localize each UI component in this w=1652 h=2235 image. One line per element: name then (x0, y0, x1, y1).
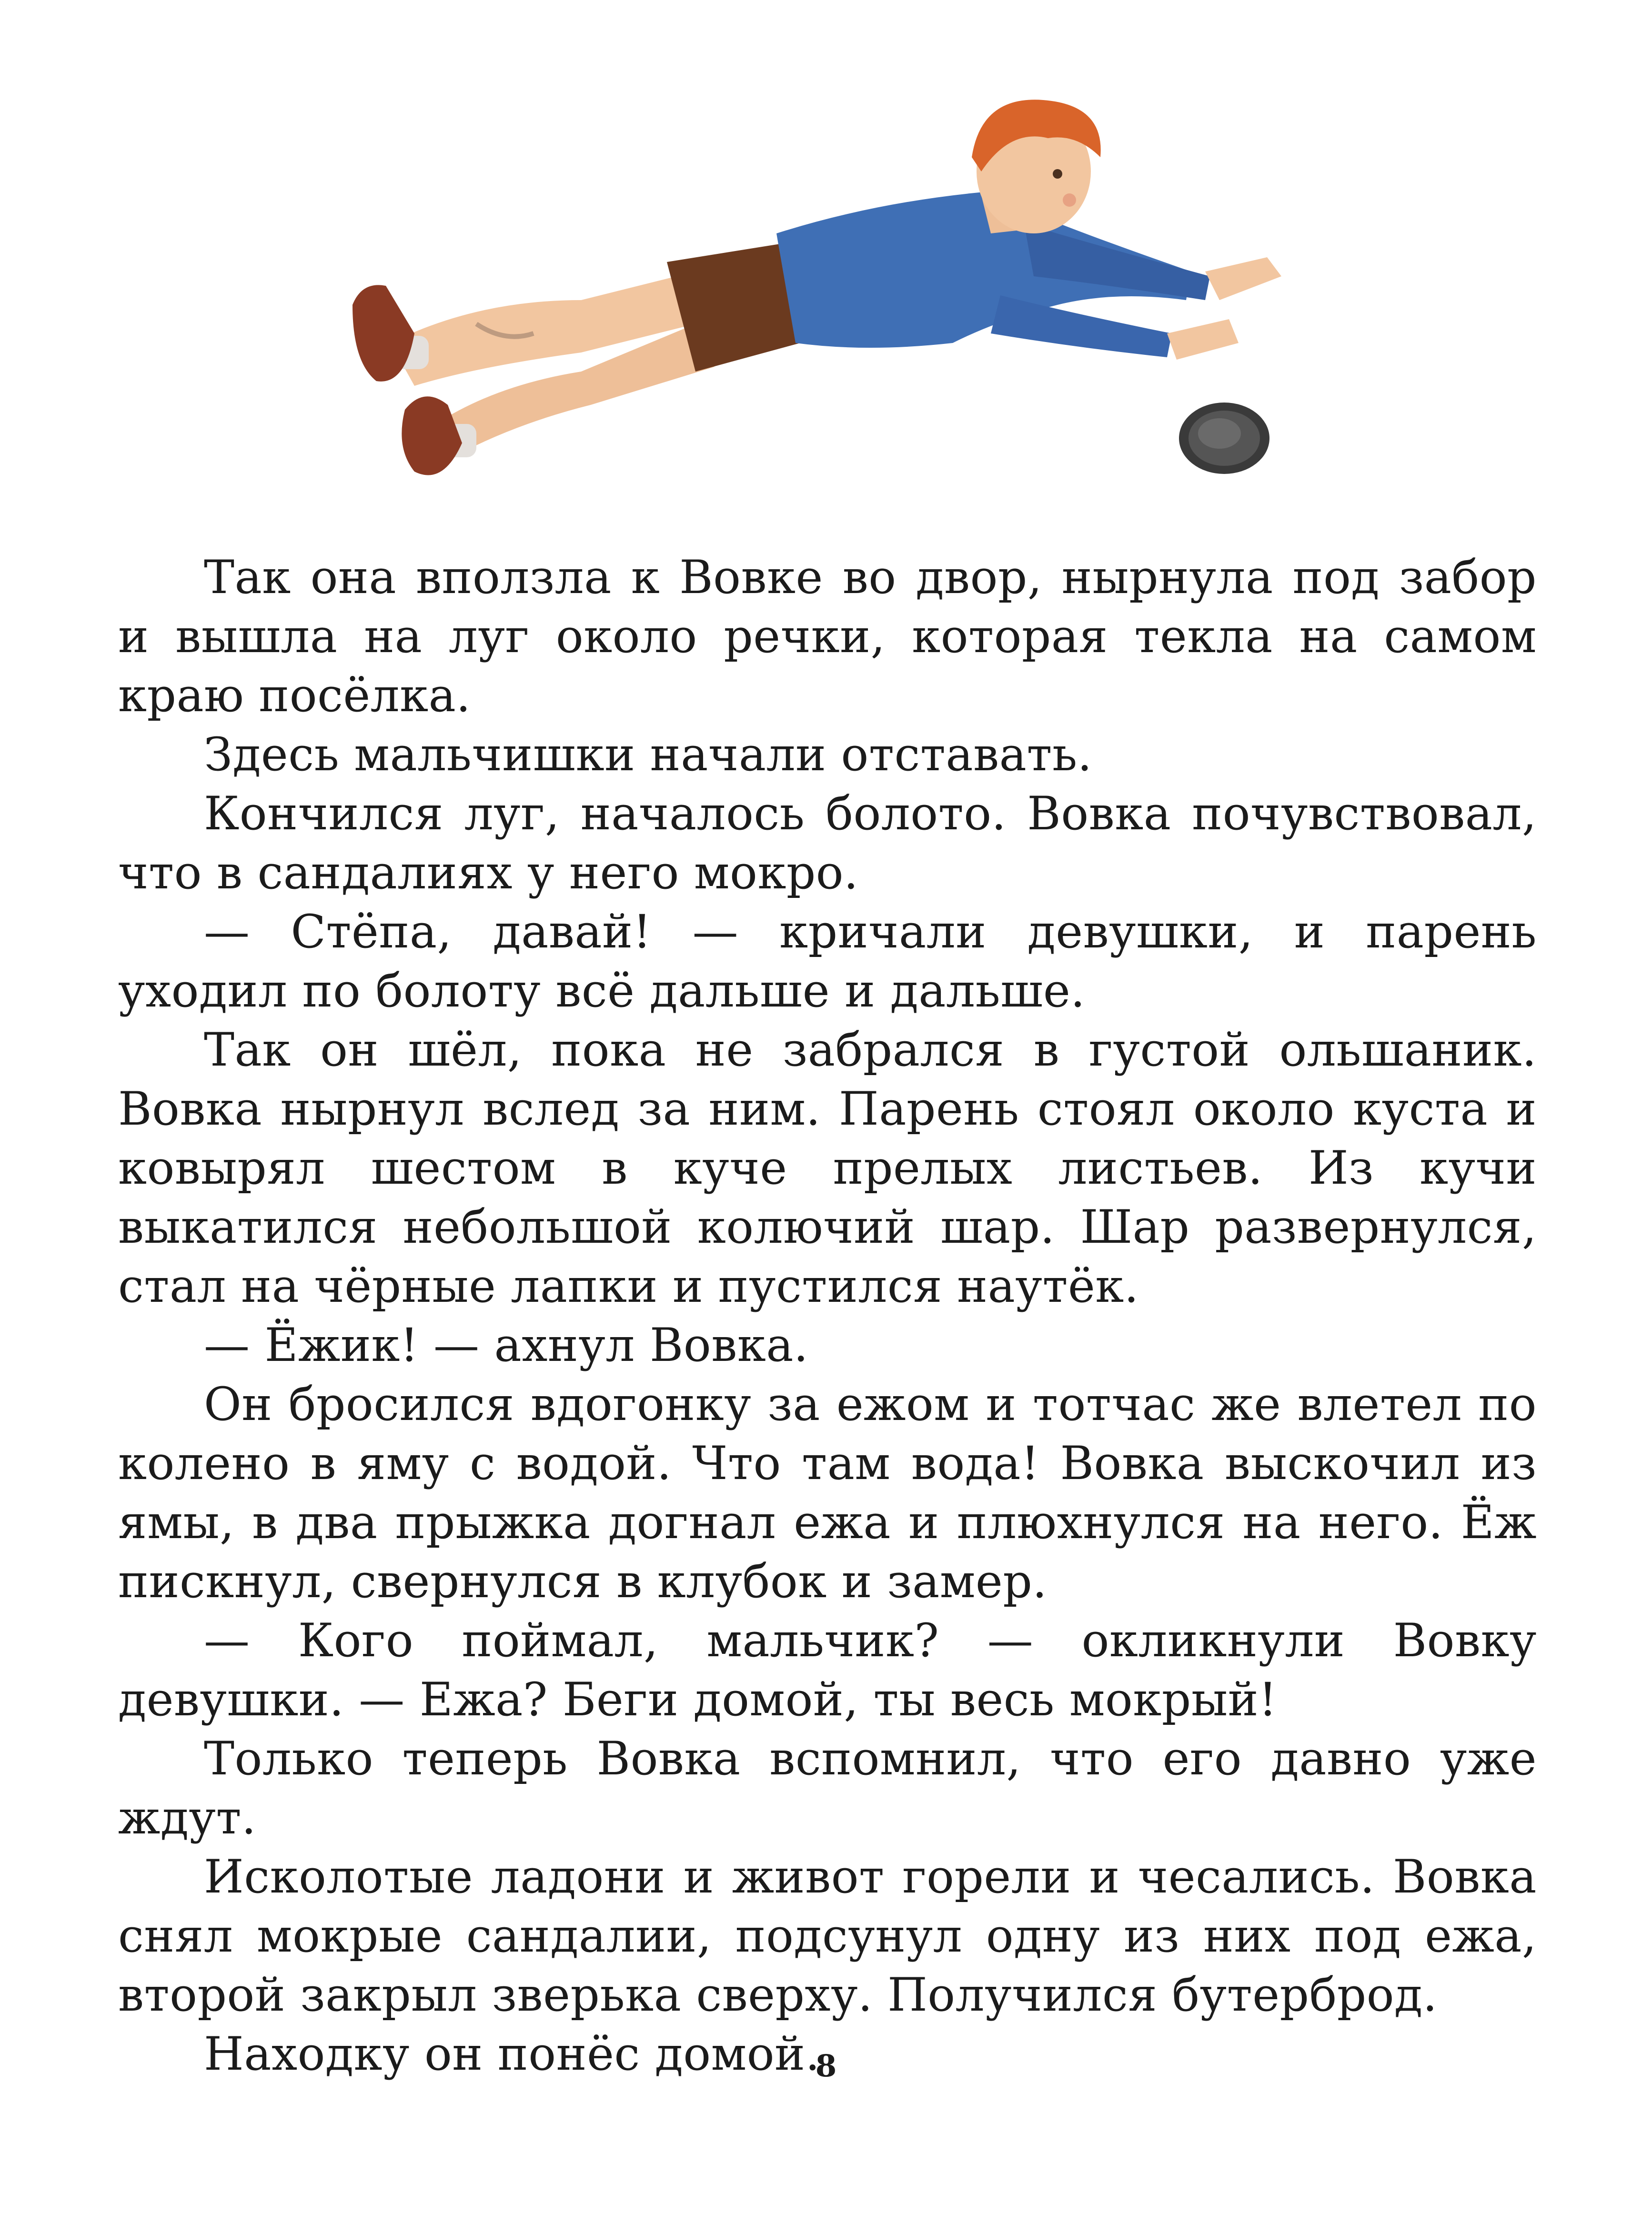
lower-arm (991, 295, 1172, 357)
paragraph: — Кого поймал, мальчик? — окликнули Вовку девушки. — Ежа? Беги домой, ты весь мокрый! (118, 1614, 1537, 1726)
paragraph: Только теперь Вовка вспомнил, что его давно уже ждут. (118, 1732, 1537, 1844)
hedgehog-icon (1179, 403, 1269, 474)
paragraph: Находку он понёс домой. (204, 2027, 820, 2081)
paragraph: Кончился луг, началось болото. Вовка почувствовал, что в сандалиях у него мокро. (118, 787, 1537, 899)
head (972, 100, 1101, 233)
paragraph: Так он шёл, пока не забрался в густой ольшаник. Вовка нырнул вслед за ним. Парень стоял около куста и ковырял шестом в куче прелых листьев. Из кучи выкатился небольшой колючий шар. Шар развернулся, стал на чёрные лапки и пустился наутёк. (118, 1023, 1537, 1313)
paragraph: — Стёпа, давай! — кричали девушки, и парень уходил по болоту всё дальше и дальше. (118, 905, 1537, 1017)
page-number: 8 (815, 2048, 837, 2084)
paragraph: Здесь мальчишки начали отставать. (204, 728, 1092, 781)
paragraph: Так она вползла к Вовке во двор, нырнула под забор и вышла на луг около речки, которая текла на самом краю посёлка. (118, 551, 1537, 722)
paragraph: Исколотые ладони и живот горели и чесались. Вовка снял мокрые сандалии, подсунул одну из них под ежа, второй закрыл зверька сверху. Получился бутерброд. (118, 1850, 1537, 2022)
paragraph: — Ёжик! — ахнул Вовка. (204, 1319, 808, 1372)
boy-diving-illustration (333, 76, 1358, 505)
paragraph: Он бросился вдогонку за ежом и тотчас же влетел по колено в яму с водой. Что там вода! Вовка выскочил из ямы, в два прыжка догнал ежа и плюхнулся на него. Ёж пискнул, свернулся в клубок и замер. (118, 1378, 1537, 1608)
story-text (118, 548, 1537, 2084)
